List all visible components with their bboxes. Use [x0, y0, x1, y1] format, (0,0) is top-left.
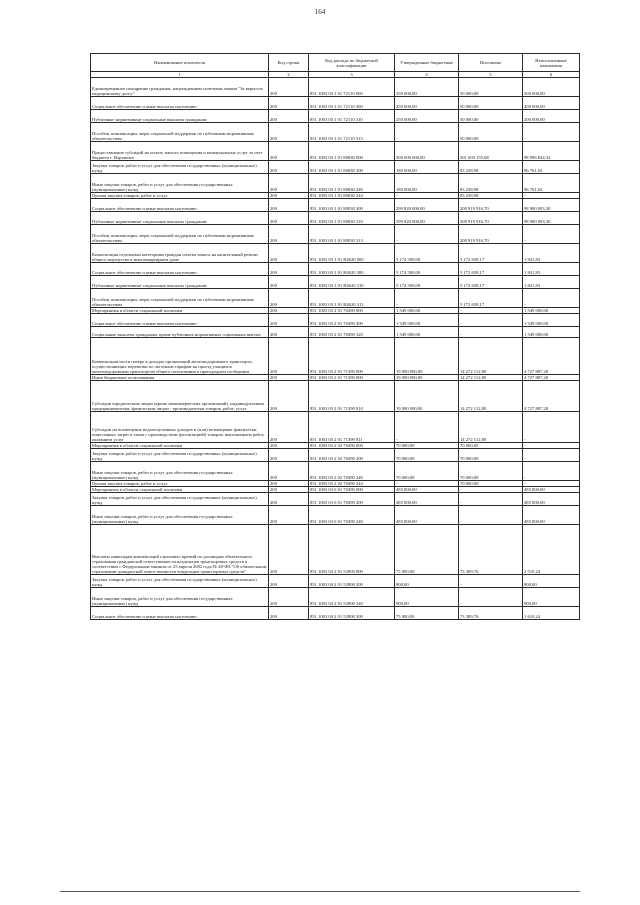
row-line-code: 200	[269, 308, 309, 314]
row-budget-code: 851 1003 03 1 01 80830 240	[309, 174, 395, 193]
row-line-code: 200	[269, 481, 309, 487]
row-unexecuted: 4 727 887,20	[523, 338, 580, 375]
row-line-code: 200	[269, 449, 309, 462]
row-approved: 485 000,00	[395, 506, 459, 525]
row-executed: 50 000,00	[459, 78, 523, 97]
row-unexecuted: -	[523, 481, 580, 487]
row-executed: 50 000,00	[459, 97, 523, 110]
table-row	[91, 110, 580, 123]
row-unexecuted: 98 900 083,30	[523, 212, 580, 225]
row-line-code: 200	[269, 174, 309, 193]
budget-execution-table	[90, 53, 580, 620]
row-executed: 83 238,98	[459, 193, 523, 199]
row-executed: 50 000,00	[459, 123, 523, 142]
row-name: Субсидии на возмещение недополученных доходов и (или) возмещение фактически понесенных затрат в связи с производством (реализацией) товаров, выполнением работ, оказанием услуг	[91, 412, 269, 443]
row-executed: 73 389,76	[459, 525, 523, 575]
row-line-code: 200	[269, 525, 309, 575]
row-unexecuted: 200 000,00	[523, 78, 580, 97]
table-row	[91, 607, 580, 620]
row-approved: 1 549 000,00	[395, 327, 459, 338]
row-approved: -	[395, 412, 459, 443]
table-row	[91, 174, 580, 193]
row-line-code: 200	[269, 314, 309, 327]
row-budget-code: 851 1003 04 2 01 52800 000	[309, 525, 395, 575]
row-name: Закупка товаров, работ и услуг для обеспечения государственных (муниципальных) нужд	[91, 575, 269, 588]
row-name: Иные бюджетные ассигнования	[91, 375, 269, 381]
table-row	[91, 123, 580, 142]
row-approved: 19 000 000,00	[395, 338, 459, 375]
row-budget-code: 851 1003 04 2 01 52800 200	[309, 575, 395, 588]
row-name: Социальные выплаты гражданам, кроме публичных нормативных социальных выплат	[91, 327, 269, 338]
row-budget-code: 851 1003 03 1 01 72110 313	[309, 123, 395, 142]
row-approved: -	[395, 123, 459, 142]
row-approved: 19 000 000,00	[395, 381, 459, 412]
row-approved: -	[395, 225, 459, 244]
row-unexecuted: 485 000,00	[523, 487, 580, 493]
table-row	[91, 244, 580, 263]
row-executed: -	[459, 506, 523, 525]
row-line-code: 200	[269, 276, 309, 289]
row-executed: 70 000,00	[459, 481, 523, 487]
column-number: 4	[395, 72, 459, 78]
row-approved: 5 174 500,00	[395, 276, 459, 289]
row-budget-code: 851 1003 03 1 01 R4620 000	[309, 244, 395, 263]
row-unexecuted: 2 510,24	[523, 525, 580, 575]
row-unexecuted: 1 610,24	[523, 607, 580, 620]
row-approved: 75 900,00	[395, 525, 459, 575]
row-budget-code: 851 1003 03 1 01 72110 300	[309, 97, 395, 110]
row-unexecuted: 4 727 887,20	[523, 375, 580, 381]
row-approved: 180 000,00	[395, 161, 459, 174]
row-executed: 70 000,00	[459, 443, 523, 449]
column-number: 3	[309, 72, 395, 78]
row-unexecuted: 200 000,00	[523, 110, 580, 123]
row-budget-code: 851 1003 03 2 02 70490 240	[309, 462, 395, 481]
row-name: Закупка товаров, работ и услуг для обеспечения государственных (муниципальных) нужд	[91, 449, 269, 462]
row-name: Прочая закупка товаров, работ и услуг	[91, 193, 269, 199]
row-approved: 1 549 000,00	[395, 308, 459, 314]
row-executed: -	[459, 487, 523, 493]
table-row	[91, 276, 580, 289]
row-approved: 5 174 500,00	[395, 244, 459, 263]
row-budget-code: 851 1003 03 1 01 72110 000	[309, 78, 395, 97]
table-row	[91, 506, 580, 525]
row-name: Закупка товаров, работ и услуг для обеспечения государственных (муниципальных) нужд	[91, 161, 269, 174]
column-number: 1	[91, 72, 269, 78]
row-name: Мероприятия в области социальной политики	[91, 308, 269, 314]
row-line-code: 200	[269, 142, 309, 161]
table-row	[91, 525, 580, 575]
row-budget-code: 851 1003 03 1 01 R4620 310	[309, 276, 395, 289]
row-unexecuted: 96 761,02	[523, 161, 580, 174]
row-name: Закупка товаров, работ и услуг для обеспечения государственных (муниципальных) нужд	[91, 493, 269, 506]
table-row	[91, 142, 580, 161]
row-budget-code: 851 1003 03 6 01 70490 000	[309, 487, 395, 493]
row-executed: 5 172 658,17	[459, 244, 523, 263]
row-budget-code: 851 1003 03 6 01 70490 240	[309, 506, 395, 525]
row-executed: 5 172 658,17	[459, 263, 523, 276]
row-unexecuted: 96 761,02	[523, 174, 580, 193]
row-budget-code: 851 1003 03 1 01 R4620 300	[309, 263, 395, 276]
row-line-code: 200	[269, 289, 309, 308]
table-row	[91, 493, 580, 506]
row-unexecuted: 1 549 000,00	[523, 308, 580, 314]
header-unexecuted: Неисполненные назначения	[523, 54, 580, 72]
row-approved: 900,00	[395, 588, 459, 607]
row-name: Социальное обеспечение и иные выплаты населению	[91, 607, 269, 620]
row-budget-code: 851 1003 03 2 01 70490 300	[309, 314, 395, 327]
row-budget-code: 851 1003 03 2 01 70490 000	[309, 308, 395, 314]
row-executed: 14 272 112,80	[459, 381, 523, 412]
row-budget-code: 851 1003 03 2 01 71390 800	[309, 375, 395, 381]
column-number: 5	[459, 72, 523, 78]
row-executed: -	[459, 588, 523, 607]
row-name: Иные закупки товаров, работ и услуг для обеспечения государственных (муниципальных) нужд	[91, 588, 269, 607]
row-approved: -	[395, 481, 459, 487]
row-unexecuted: 1 841,83	[523, 263, 580, 276]
row-name: Единовременное поощрение гражданам, награжденным почетным знаком "За верность медицинскому долгу"	[91, 78, 269, 97]
table-row	[91, 97, 580, 110]
row-budget-code: 851 1003 03 2 01 71390 810	[309, 381, 395, 412]
row-budget-code: 851 1003 04 2 01 52800 240	[309, 588, 395, 607]
row-budget-code: 851 1003 03 2 01 71390 000	[309, 338, 395, 375]
row-line-code: 200	[269, 375, 309, 381]
row-approved: 70 000,00	[395, 443, 459, 449]
table-row	[91, 78, 580, 97]
row-line-code: 200	[269, 412, 309, 443]
row-budget-code: 851 1003 03 1 01 80830 300	[309, 199, 395, 212]
row-unexecuted: -	[523, 123, 580, 142]
row-line-code: 200	[269, 123, 309, 142]
row-unexecuted: 1 841,83	[523, 276, 580, 289]
row-name: Мероприятия в области социальной политики	[91, 443, 269, 449]
row-approved: 485 000,00	[395, 493, 459, 506]
row-line-code: 200	[269, 493, 309, 506]
row-line-code: 200	[269, 506, 309, 525]
page-number: 164	[314, 8, 326, 16]
row-line-code: 200	[269, 588, 309, 607]
row-line-code: 200	[269, 212, 309, 225]
row-line-code: 200	[269, 225, 309, 244]
table-row	[91, 225, 580, 244]
header-executed: Исполнено	[459, 54, 523, 72]
row-name: Пособия, компенсации, меры социальной поддержки по публичным нормативным обязательствам	[91, 289, 269, 308]
row-line-code: 200	[269, 97, 309, 110]
row-executed: -	[459, 575, 523, 588]
row-line-code: 200	[269, 381, 309, 412]
row-line-code: 200	[269, 78, 309, 97]
table-row	[91, 462, 580, 481]
row-budget-code: 851 1003 03 2 02 70490 000	[309, 443, 395, 449]
row-approved: 180 000,00	[395, 174, 459, 193]
row-approved: 1 549 000,00	[395, 314, 459, 327]
row-budget-code: 851 1003 03 2 01 71390 811	[309, 412, 395, 443]
row-approved: 250 000,00	[395, 78, 459, 97]
row-name: Иные закупки товаров, работ и услуг для обеспечения государственных (муниципальных) нужд	[91, 506, 269, 525]
row-line-code: 200	[269, 607, 309, 620]
row-name: Социальное обеспечение и иные выплаты населению	[91, 97, 269, 110]
row-executed: -	[459, 314, 523, 327]
row-approved: 70 000,00	[395, 449, 459, 462]
row-name: Публичные нормативные социальные выплаты гражданам	[91, 276, 269, 289]
row-executed: 5 172 658,17	[459, 289, 523, 308]
table-header-row	[91, 54, 580, 72]
row-unexecuted: 4 727 887,20	[523, 381, 580, 412]
row-line-code: 200	[269, 110, 309, 123]
row-executed: 200 919 916,70	[459, 212, 523, 225]
row-budget-code: 851 1003 03 1 01 80830 244	[309, 193, 395, 199]
row-budget-code: 851 1003 03 1 01 80830 000	[309, 142, 395, 161]
row-approved: -	[395, 289, 459, 308]
row-unexecuted: 1 841,83	[523, 244, 580, 263]
row-name: Субсидии юридическим лицам (кроме некоммерческих организаций), индивидуальным предпринимателям, физическим лицам - производителям товаров, работ, услуг	[91, 381, 269, 412]
row-executed: 73 389,76	[459, 607, 523, 620]
row-unexecuted: 900,00	[523, 575, 580, 588]
table-row	[91, 338, 580, 375]
table-row	[91, 314, 580, 327]
row-executed: 70 000,00	[459, 462, 523, 481]
table-row	[91, 263, 580, 276]
row-unexecuted: 98 900 083,30	[523, 199, 580, 212]
row-executed: -	[459, 493, 523, 506]
row-name: Пособия, компенсации, меры социальной поддержки по публичным нормативным обязательствам	[91, 123, 269, 142]
row-executed: 200 919 916,70	[459, 225, 523, 244]
row-unexecuted: 98 996 844,32	[523, 142, 580, 161]
row-line-code: 200	[269, 161, 309, 174]
row-name: Публичные нормативные социальные выплаты гражданам	[91, 212, 269, 225]
table-row	[91, 327, 580, 338]
table-row	[91, 161, 580, 174]
header-approved: Утвержденные бюджетные	[395, 54, 459, 72]
row-executed: 50 000,00	[459, 110, 523, 123]
row-line-code: 200	[269, 575, 309, 588]
row-budget-code: 851 1003 03 1 01 80830 200	[309, 161, 395, 174]
row-line-code: 200	[269, 244, 309, 263]
row-budget-code: 851 1003 03 1 01 80830 313	[309, 225, 395, 244]
row-budget-code: 851 1003 03 1 01 80830 310	[309, 212, 395, 225]
row-unexecuted: 485 000,00	[523, 493, 580, 506]
row-budget-code: 851 1003 03 1 01 R4620 313	[309, 289, 395, 308]
row-executed: 14 272 112,80	[459, 412, 523, 443]
row-approved: 300 000 000,00	[395, 142, 459, 161]
row-name: Компенсация части потерь в доходах организаций железнодорожного транспорта, осуществляющих перевозки по льготным тарифам на проезд учащихся железнодорожным транспортом общего пользования в пригородном сообщении	[91, 338, 269, 375]
row-line-code: 200	[269, 487, 309, 493]
row-line-code: 200	[269, 443, 309, 449]
row-approved: -	[395, 193, 459, 199]
header-name: Наименование показателя	[91, 54, 269, 72]
row-line-code: 200	[269, 199, 309, 212]
row-name: Социальное обеспечение и иные выплаты населению	[91, 199, 269, 212]
table-row	[91, 575, 580, 588]
row-budget-code: 851 1003 03 2 02 70490 244	[309, 481, 395, 487]
column-number: 6	[523, 72, 580, 78]
header-line-code: Код строки	[269, 54, 309, 72]
row-executed: -	[459, 308, 523, 314]
row-unexecuted: 1 549 000,00	[523, 327, 580, 338]
row-executed: 83 238,98	[459, 174, 523, 193]
row-name: Иные закупки товаров, работ и услуг для обеспечения государственных (муниципальных) нужд	[91, 462, 269, 481]
row-line-code: 200	[269, 263, 309, 276]
row-approved: 250 000,00	[395, 97, 459, 110]
row-executed: 14 272 112,80	[459, 375, 523, 381]
row-line-code: 200	[269, 327, 309, 338]
row-approved: 299 820 000,00	[395, 212, 459, 225]
row-name: Прочая закупка товаров, работ и услуг	[91, 481, 269, 487]
row-approved: 900,00	[395, 575, 459, 588]
page-bottom-rule	[60, 891, 580, 892]
header-budget-code: Код расхода по бюджетной классификации	[309, 54, 395, 72]
row-unexecuted: 200 000,00	[523, 97, 580, 110]
table-row	[91, 289, 580, 308]
row-unexecuted: -	[523, 225, 580, 244]
row-name: Мероприятия в области социальной политики	[91, 487, 269, 493]
row-budget-code: 851 1003 03 2 01 70490 320	[309, 327, 395, 338]
table-row	[91, 381, 580, 412]
row-unexecuted: 485 000,00	[523, 506, 580, 525]
row-unexecuted: 900,00	[523, 588, 580, 607]
row-name: Социальное обеспечение и иные выплаты населению	[91, 314, 269, 327]
row-line-code: 200	[269, 462, 309, 481]
table-row	[91, 449, 580, 462]
row-budget-code: 851 1003 03 6 01 70490 200	[309, 493, 395, 506]
row-approved: 70 000,00	[395, 462, 459, 481]
row-unexecuted: -	[523, 193, 580, 199]
row-executed: 201 003 155,68	[459, 142, 523, 161]
row-approved: 75 000,00	[395, 607, 459, 620]
row-unexecuted: -	[523, 449, 580, 462]
row-line-code: 200	[269, 193, 309, 199]
row-unexecuted: -	[523, 462, 580, 481]
column-number: 2	[269, 72, 309, 78]
row-name: Выплаты инвалидам компенсаций страховых премий по договорам обязательного страхования гражданской ответственности владельцев транспортных средств в соответствии с Федеральным законом от 25 апреля 2002 года № 40-ФЗ "Об обязательном страховании гражданской ответственности владельцев транспортных средств"	[91, 525, 269, 575]
row-approved: 299 820 000,00	[395, 199, 459, 212]
row-approved: 485 000,00	[395, 487, 459, 493]
row-executed: 14 272 112,80	[459, 338, 523, 375]
row-name: Иные закупки товаров, работ и услуг для обеспечения государственных (муниципальных) нужд	[91, 174, 269, 193]
row-executed: 83 238,98	[459, 161, 523, 174]
row-approved: 5 174 500,00	[395, 263, 459, 276]
row-name: Публичные нормативные социальные выплаты гражданам	[91, 110, 269, 123]
row-line-code: 200	[269, 338, 309, 375]
row-executed: -	[459, 327, 523, 338]
row-approved: 250 000,00	[395, 110, 459, 123]
row-unexecuted: 1 549 000,00	[523, 314, 580, 327]
row-budget-code: 851 1003 04 2 01 52800 300	[309, 607, 395, 620]
row-name: Предоставление субсидий на оплату жилого помещения и коммунальных услуг за счет бюджета г. Воронежа	[91, 142, 269, 161]
row-unexecuted: -	[523, 412, 580, 443]
table-row	[91, 199, 580, 212]
table-row	[91, 588, 580, 607]
row-name: Компенсация отдельным категориям граждан оплаты взноса на капитальный ремонт общего имущества в многоквартирном доме	[91, 244, 269, 263]
row-budget-code: 851 1003 03 1 01 72110 310	[309, 110, 395, 123]
row-name: Социальное обеспечение и иные выплаты населению	[91, 263, 269, 276]
row-name: Пособия, компенсации, меры социальной поддержки по публичным нормативным обязательствам	[91, 225, 269, 244]
table-row	[91, 412, 580, 443]
row-unexecuted: -	[523, 289, 580, 308]
row-executed: 70 000,00	[459, 449, 523, 462]
row-executed: 200 919 916,70	[459, 199, 523, 212]
row-executed: 5 172 658,17	[459, 276, 523, 289]
row-budget-code: 851 1003 03 2 02 70490 200	[309, 449, 395, 462]
row-unexecuted: -	[523, 443, 580, 449]
row-approved: 19 000 000,00	[395, 375, 459, 381]
table-row	[91, 212, 580, 225]
